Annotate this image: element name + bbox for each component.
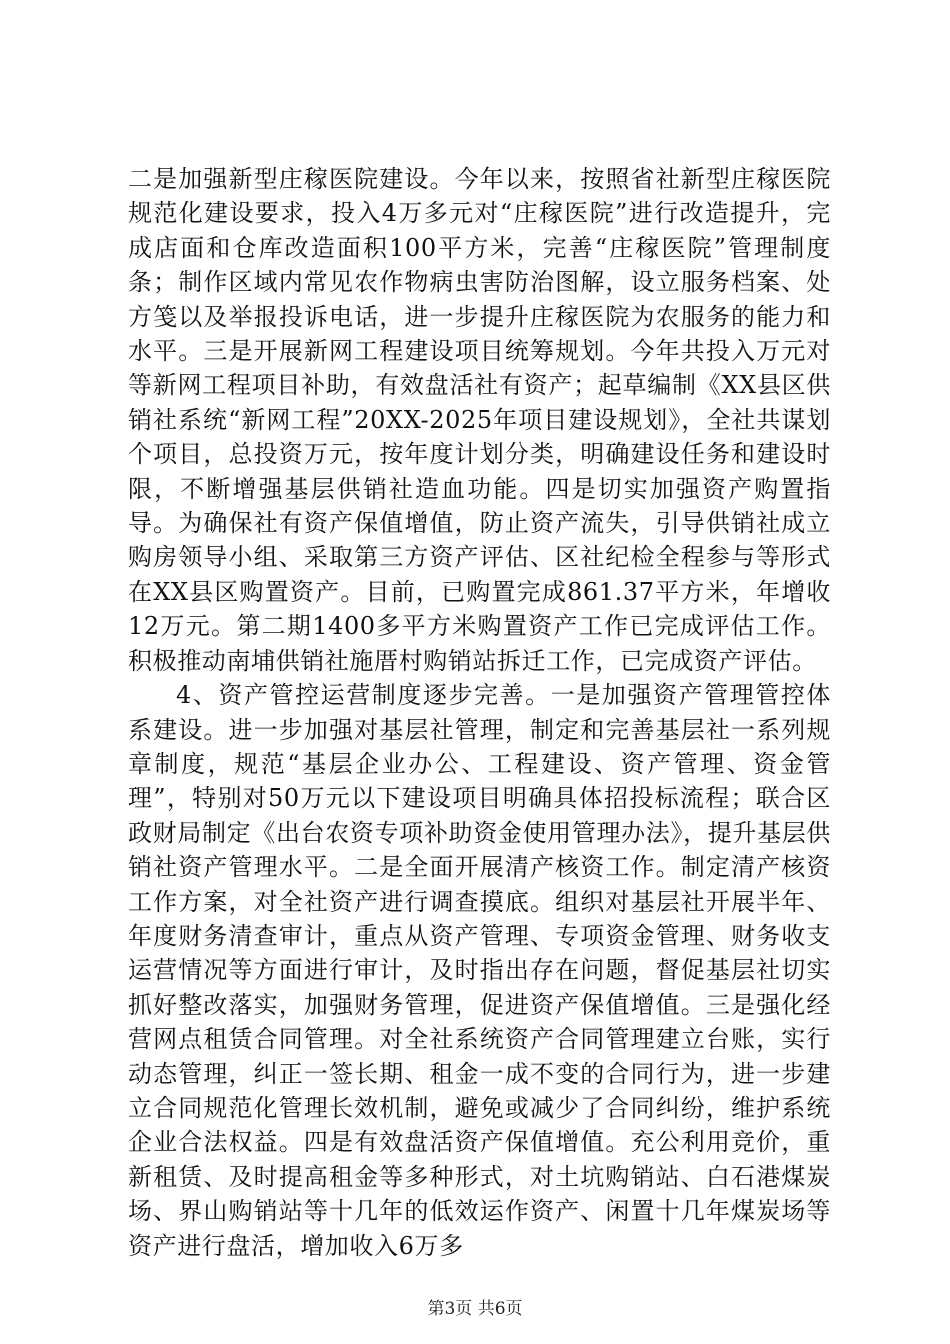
- paragraph-2: 4、资产管控运营制度逐步完善。一是加强资产管理管控体系建设。进一步加强对基层社管理，制定和完善基层社一系列规章制度，规范“基层企业办公、工程建设、资产管理、资金管理”，特别对50万元以下建设项目明确具体招投标流程；联合区政财局制定《出台农资专项补助资金使用管理办法》，提升基层供销社资产管理水平。二是全面开展清产核资工作。制定清产核资工作方案，对全社资产进行调查摸底。组织对基层社开展半年、年度财务清查审计，重点从资产管理、专项资金管理、财务收支运营情况等方面进行审计，及时指出存在问题，督促基层社切实抓好整改落实，加强财务管理，促进资产保值增值。三是强化经营网点租赁合同管理。对全社系统资产合同管理建立台账，实行动态管理，纠正一签长期、租金一成不变的合同行为，进一步建立合同规范化管理长效机制，避免或减少了合同纠纷，维护系统企业合法权益。四是有效盘活资产保值增值。充公利用竞价，重新租赁、及时提高租金等多种形式，对土坑购销站、白石港煤炭场、界山购销站等十几年的低效运作资产、闲置十几年煤炭场等资产进行盘活，增加收入6万多: [128, 681, 831, 1260]
- body-text: [128, 162, 831, 1263]
- paragraph-1: 二是加强新型庄稼医院建设。今年以来，按照省社新型庄稼医院规范化建设要求，投入4万多元对“庄稼医院”进行改造提升，完成店面和仓库改造面积100平方米，完善“庄稼医院”管理制度条；制作区域内常见农作物病虫害防治图解，设立服务档案、处方笺以及举报投诉电话，进一步提升庄稼医院为农服务的能力和水平。三是开展新网工程建设项目统筹规划。今年共投入万元对等新网工程项目补助，有效盘活社有资产；起草编制《XX县区供销社系统“新网工程”20XX-2025年项目建设规划》，全社共谋划个项目，总投资万元，按年度计划分类，明确建设任务和建设时限，不断增强基层供销社造血功能。四是切实加强资产购置指导。为确保社有资产保值增值，防止资产流失，引导供销社成立购房领导小组、采取第三方资产评估、区社纪检全程参与等形式在XX县区购置资产。目前，已购置完成861.37平方米，年增收12万元。第二期1400多平方米购置资产工作已完成评估工作。积极推动南埔供销社施厝村购销站拆迁工作，已完成资产评估。: [128, 165, 831, 675]
- page-footer: 第3页 共6页: [427, 1299, 523, 1319]
